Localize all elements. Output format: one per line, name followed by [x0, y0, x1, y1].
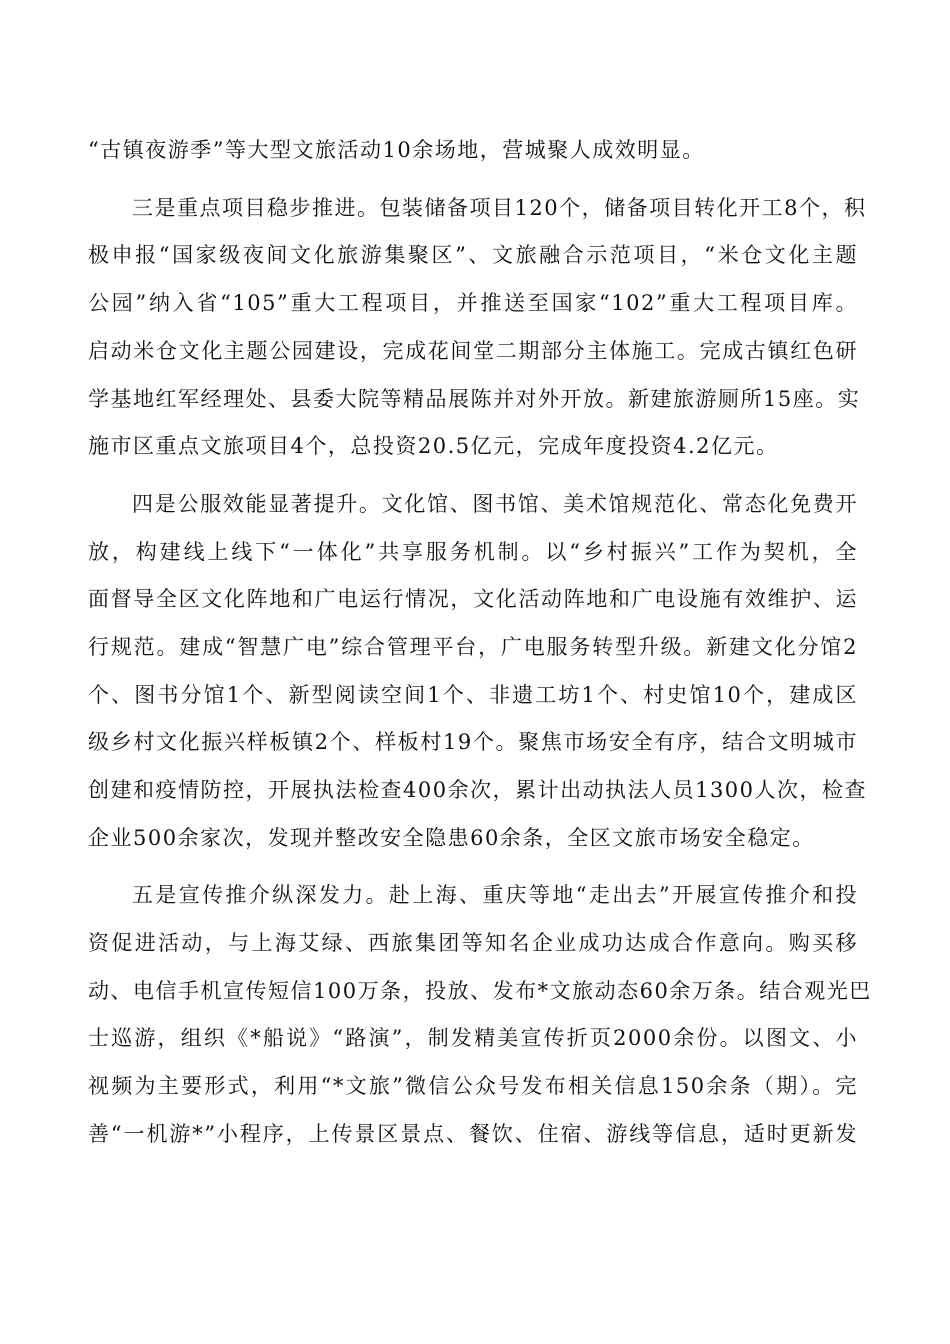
paragraph-5-line-4: 士巡游，组织《*船说》“路演”，制发精美宣传折页2000余份。以图文、小 — [88, 1026, 858, 1050]
paragraph-4-line-5: 个、图书分馆1个、新型阅读空间1个、非遗工坊1个、村史馆10个，建成区 — [88, 683, 858, 707]
paragraph-4-line-4: 行规范。建成“智慧广电”综合管理平台，广电服务转型升级。新建文化分馆2 — [88, 635, 858, 659]
paragraph-5-line-2: 资促进活动，与上海艾绿、西旅集团等知名企业成功达成合作意向。购买移 — [88, 931, 858, 955]
paragraph-3-line-1: 三是重点项目稳步推进。包装储备项目120个，储备项目转化开工8个，积 — [132, 196, 867, 220]
paragraph-3-line-4: 启动米仓文化主题公园建设，完成花间堂二期部分主体施工。完成古镇红色研 — [88, 339, 858, 363]
paragraph-4-line-1: 四是公服效能显著提升。文化馆、图书馆、美术馆规范化、常态化免费开 — [132, 492, 858, 516]
paragraph-3-line-2: 极申报“国家级夜间文化旅游集聚区”、文旅融合示范项目，“米仓文化主题 — [88, 243, 858, 267]
paragraph-4-line-2: 放，构建线上线下“一体化”共享服务机制。以“乡村振兴”工作为契机，全 — [88, 540, 858, 564]
paragraph-5-line-1: 五是宣传推介纵深发力。赴上海、重庆等地“走出去”开展宣传推介和投 — [132, 883, 858, 907]
paragraph-5-line-3: 动、电信手机宣传短信100万条，投放、发布*文旅动态60余万条。结合观光巴 — [88, 979, 872, 1003]
paragraph-3-line-6: 施市区重点文旅项目4个，总投资20.5亿元，完成年度投资4.2亿元。 — [88, 434, 779, 458]
paragraph-5-line-6: 善“一机游*”小程序，上传景区景点、餐饮、住宿、游线等信息，适时更新发 — [88, 1122, 858, 1146]
paragraph-tail-line-1: “古镇夜游季”等大型文旅活动10余场地，营城聚人成效明显。 — [88, 138, 705, 162]
paragraph-4-line-8: 企业500余家次，发现并整改安全隐患60余条，全区文旅市场安全稳定。 — [88, 826, 815, 850]
paragraph-4-line-3: 面督导全区文化阵地和广电运行情况，文化活动阵地和广电设施有效维护、运 — [88, 587, 858, 611]
paragraph-3-line-5: 学基地红军经理处、县委大院等精品展陈并对外开放。新建旅游厕所15座。实 — [88, 387, 861, 411]
paragraph-3-line-3: 公园”纳入省“105”重大工程项目，并推送至国家“102”重大工程项目库。 — [88, 291, 858, 315]
paragraph-5-line-5: 视频为主要形式，利用“*文旅”微信公众号发布相关信息150余条（期）。完 — [88, 1074, 858, 1098]
paragraph-4-line-6: 级乡村文化振兴样板镇2个、样板村19个。聚焦市场安全有序，结合文明城市 — [88, 730, 858, 754]
paragraph-4-line-7: 创建和疫情防控，开展执法检查400余次，累计出动执法人员1300人次，检查 — [88, 778, 868, 802]
